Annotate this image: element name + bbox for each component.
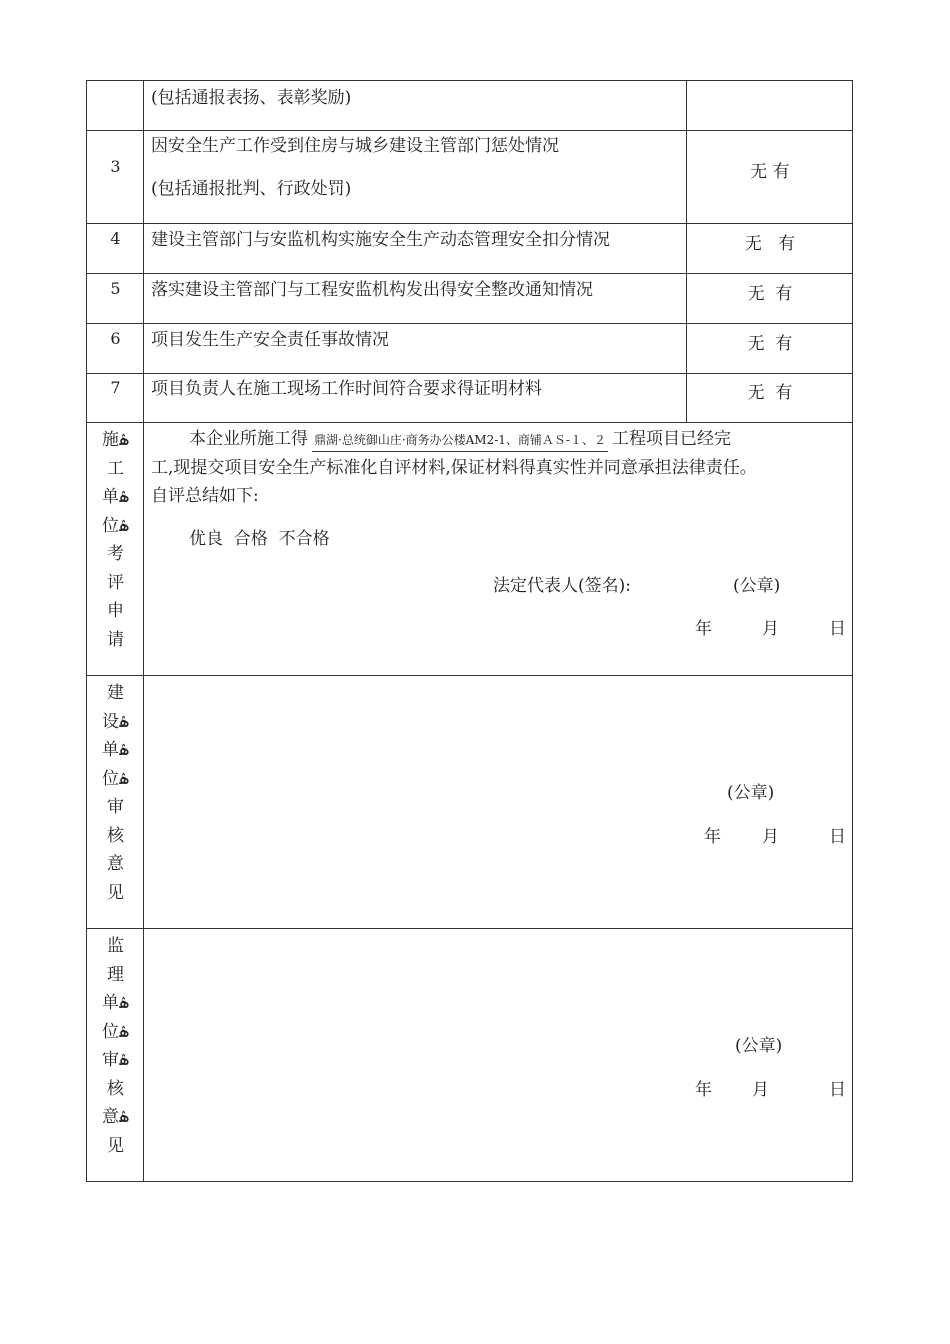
row-item-text: 建设主管部门与安监机构实施安全生产动态管理安全扣分情况 <box>151 230 610 250</box>
row-item-text: 因安全生产工作受到住房与城乡建设主管部门惩处情况 <box>151 136 559 156</box>
date-year: 年 <box>695 619 712 639</box>
row-number: 3 <box>110 157 121 176</box>
row-number: 5 <box>110 279 121 298</box>
supervisor-unit-label: 监 理 单ۿ 位ۿ 审ۿ 核 意ۿ 见 <box>102 936 129 1156</box>
status-options: 无 有 <box>750 162 790 182</box>
date-day: 日 <box>829 619 846 639</box>
date-month: 月 <box>762 827 779 847</box>
row-number: 7 <box>110 378 121 397</box>
date-day: 日 <box>829 827 846 847</box>
row-divider <box>87 223 852 224</box>
date-month: 月 <box>752 1080 769 1100</box>
row-divider <box>87 422 852 423</box>
row-item-text: 项目发生生产安全责任事故情况 <box>151 330 389 350</box>
legal-representative-signature: 法定代表人(签名): <box>493 576 631 596</box>
construction-unit-label: 施ۿ 工 单ۿ 位ۿ 考 评 申 请 <box>102 430 129 650</box>
row-item-text: 项目负责人在施工现场工作时间符合要求得证明材料 <box>151 379 542 399</box>
date-day: 日 <box>829 1080 846 1100</box>
row-divider <box>87 675 852 676</box>
row-item-text: 落实建设主管部门与工程安监机构发出得安全整改通知情况 <box>151 280 593 300</box>
row-divider <box>87 323 852 324</box>
date-year: 年 <box>695 1080 712 1100</box>
row-item-text: (包括通报批判、行政处罚) <box>151 179 352 199</box>
application-statement-line2: 工,现提交项目安全生产标准化自评材料,保证材料得真实性并同意承担法律责任。 <box>151 458 757 478</box>
application-statement-line1: 本企业所施工得 鼎湖·总统御山庄·商务办公楼AM2-1、商铺ＡＳ-１、２ 工程项目已经完 <box>189 428 731 452</box>
application-statement-line3: 自评总结如下: <box>151 486 259 506</box>
date-month: 月 <box>762 619 779 639</box>
official-seal: (公章) <box>735 1036 783 1056</box>
grade-options: 优良 合格 不合格 <box>189 529 330 549</box>
row-item-text: (包括通报表扬、表彰奖励) <box>151 88 352 108</box>
project-name: 鼎湖·总统御山庄·商务办公楼AM2-1、商铺ＡＳ-１、２ <box>312 429 608 452</box>
row-number: 6 <box>110 329 121 348</box>
official-seal: (公章) <box>727 783 775 803</box>
status-options: 无 有 <box>747 334 793 354</box>
row-divider <box>87 130 852 131</box>
evaluation-table <box>86 80 853 1182</box>
status-options: 无 有 <box>747 383 793 403</box>
official-seal: (公章) <box>733 576 781 596</box>
row-divider <box>87 273 852 274</box>
builder-unit-label: 建 设ۿ 单ۿ 位ۿ 审 核 意 见 <box>102 683 129 903</box>
status-options: 无 有 <box>744 234 796 254</box>
row-divider <box>87 928 852 929</box>
status-options: 无 有 <box>747 284 793 304</box>
row-number: 4 <box>110 229 121 248</box>
row-divider <box>87 373 852 374</box>
date-year: 年 <box>704 827 721 847</box>
